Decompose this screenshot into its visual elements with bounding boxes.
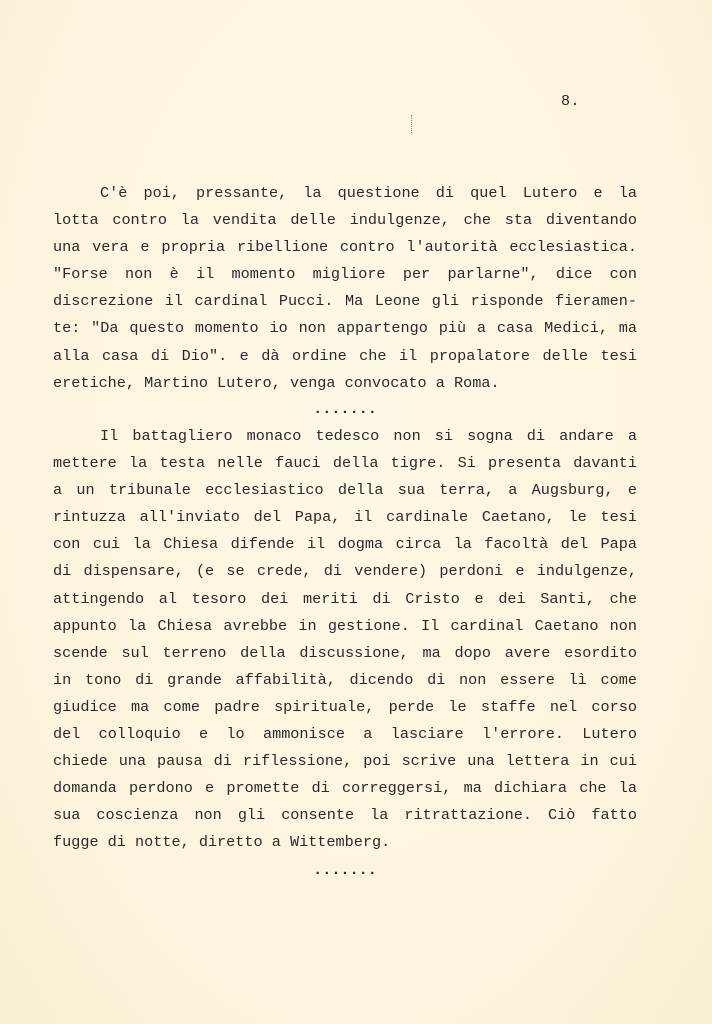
page-number: 8. xyxy=(561,93,581,110)
text-line: a un tribunale ecclesiastico della sua terra, a Augsburg, e xyxy=(53,481,637,500)
section-separator xyxy=(53,857,637,884)
text-line: una vera e propria ribellione contro l'autorità ecclesiastica. xyxy=(53,238,637,257)
text-line: discrezione il cardinal Pucci. Ma Leone gli risponde fieramen- xyxy=(53,292,637,311)
text-line: appunto la Chiesa avrebbe in gestione. Il cardinal Caetano non xyxy=(53,616,637,635)
paragraph-2 xyxy=(53,423,637,857)
text-line: eretiche, Martino Lutero, venga convocato a Roma. xyxy=(53,373,500,392)
text-line: C'è poi, pressante, la questione di quel Lutero e la xyxy=(100,184,637,202)
text-line: Il battagliero monaco tedesco non si sogna di andare a xyxy=(100,427,637,445)
text-line: alla casa di Dio". e dà ordine che il propalatore delle tesi xyxy=(53,346,637,365)
text-line: sua coscienza non gli consente la ritrattazione. Ciò fatto xyxy=(53,806,637,825)
text-line: di dispensare, (e se crede, di vendere) perdoni e indulgenze, xyxy=(53,562,637,581)
text-line: rintuzza all'inviato del Papa, il cardinale Caetano, le tesi xyxy=(53,508,637,527)
text-line: attingendo al tesoro dei meriti di Cristo e dei Santi, che xyxy=(53,589,637,608)
margin-mark xyxy=(411,115,412,133)
text-line: "Forse non è il momento migliore per parlarne", dice con xyxy=(53,265,637,284)
separator-dots: ....... xyxy=(313,400,377,418)
paragraph-1 xyxy=(53,180,637,397)
text-line: del colloquio e lo ammonisce a lasciare l'errore. Lutero xyxy=(53,725,637,744)
text-line: lotta contro la vendita delle indulgenze, che sta diventando xyxy=(53,211,637,230)
text-line: giudice ma come padre spirituale, perde le staffe nel corso xyxy=(53,697,637,716)
section-separator xyxy=(53,396,637,423)
text-line: mettere la testa nelle fauci della tigre. Si presenta davanti xyxy=(53,454,637,473)
separator-dots: ....... xyxy=(313,861,377,879)
text-line: domanda perdono e promette di correggersi, ma dichiara che la xyxy=(53,779,637,798)
text-line: chiede una pausa di riflessione, poi scrive una lettera in cui xyxy=(53,752,637,771)
text-line: te: "Da questo momento io non appartengo più a casa Medici, ma xyxy=(53,319,637,338)
text-line: fugge di notte, diretto a Wittemberg. xyxy=(53,833,391,852)
text-line: con cui la Chiesa difende il dogma circa la facoltà del Papa xyxy=(53,535,637,554)
text-line: scende sul terreno della discussione, ma dopo avere esordito xyxy=(53,643,637,662)
text-line: in tono di grande affabilità, dicendo di non essere lì come xyxy=(53,670,637,689)
